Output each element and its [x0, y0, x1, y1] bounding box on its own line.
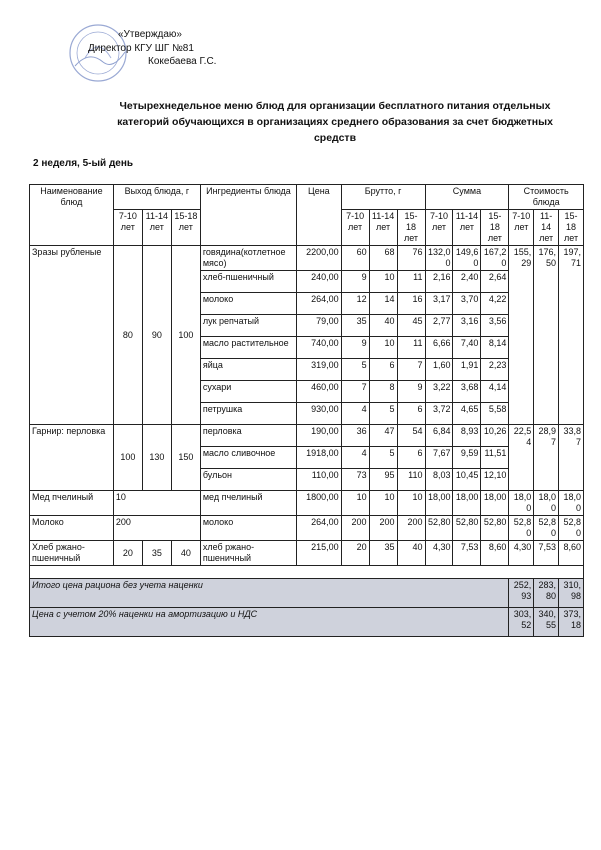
ingredient-price: 215,00	[297, 541, 342, 566]
ingredient-sum: 10,26	[481, 425, 509, 447]
menu-body	[30, 246, 584, 566]
ingredient-price: 240,00	[297, 271, 342, 293]
total-row	[30, 579, 584, 608]
ingredient-sum: 9,59	[453, 447, 481, 469]
ingredient-sum: 3,16	[453, 315, 481, 337]
ingredient-sum: 11,51	[481, 447, 509, 469]
total-value: 303,52	[509, 608, 534, 637]
ingredient-name: перловка	[200, 425, 296, 447]
ingredient-sum: 149,60	[453, 246, 481, 271]
ingredient-name: молоко	[200, 516, 296, 541]
dish-cost: 8,60	[559, 541, 584, 566]
dish-yield: 100	[171, 246, 200, 425]
ingredient-name: масло растительное	[200, 337, 296, 359]
dish-yield: 35	[142, 541, 171, 566]
ingredient-gross: 10	[397, 491, 425, 516]
total-label: Итого цена рациона без учета наценки	[30, 579, 509, 608]
ingredient-name: хлеб-пшеничный	[200, 271, 296, 293]
ingredient-name: хлеб ржано-пшеничный	[200, 541, 296, 566]
header-ingredients: Ингредиенты блюда	[200, 185, 296, 246]
ingredient-gross: 16	[397, 293, 425, 315]
header-age: 7-10 лет	[425, 210, 453, 246]
ingredient-gross: 9	[341, 337, 369, 359]
total-value: 310,98	[559, 579, 584, 608]
dish-cost: 33,87	[559, 425, 584, 491]
header-age: 11-14 лет	[534, 210, 559, 246]
total-value: 252,93	[509, 579, 534, 608]
ingredient-sum: 167,20	[481, 246, 509, 271]
dish-cost: 4,30	[509, 541, 534, 566]
ingredient-gross: 10	[369, 491, 397, 516]
ingredient-price: 2200,00	[297, 246, 342, 271]
ingredient-sum: 3,17	[425, 293, 453, 315]
ingredient-sum: 10,45	[453, 469, 481, 491]
ingredient-gross: 110	[397, 469, 425, 491]
ingredient-gross: 8	[369, 381, 397, 403]
ingredient-price: 264,00	[297, 516, 342, 541]
ingredient-sum: 8,03	[425, 469, 453, 491]
ingredient-gross: 5	[369, 447, 397, 469]
dish-ingredient-row	[30, 541, 584, 566]
ingredient-sum: 4,22	[481, 293, 509, 315]
ingredient-gross: 40	[397, 541, 425, 566]
ingredient-name: бульон	[200, 469, 296, 491]
ingredient-sum: 12,10	[481, 469, 509, 491]
ingredient-gross: 20	[341, 541, 369, 566]
ingredient-price: 740,00	[297, 337, 342, 359]
ingredient-sum: 2,77	[425, 315, 453, 337]
ingredient-sum: 4,65	[453, 403, 481, 425]
ingredient-gross: 95	[369, 469, 397, 491]
header-age: 7-10 лет	[113, 210, 142, 246]
ingredient-gross: 5	[341, 359, 369, 381]
ingredient-gross: 6	[369, 359, 397, 381]
approval-line-1: «Утверждаю»	[118, 29, 182, 40]
ingredient-price: 79,00	[297, 315, 342, 337]
ingredient-sum: 4,14	[481, 381, 509, 403]
ingredient-gross: 6	[397, 403, 425, 425]
ingredient-gross: 54	[397, 425, 425, 447]
header-age: 7-10 лет	[509, 210, 534, 246]
dish-yield: 100	[113, 425, 142, 491]
ingredient-gross: 4	[341, 403, 369, 425]
header-age: 11-14 лет	[453, 210, 481, 246]
dish-cost: 52,80	[534, 516, 559, 541]
ingredient-price: 460,00	[297, 381, 342, 403]
ingredient-price: 190,00	[297, 425, 342, 447]
ingredient-gross: 36	[341, 425, 369, 447]
ingredient-gross: 200	[369, 516, 397, 541]
dish-yield: 20	[113, 541, 142, 566]
ingredient-sum: 6,84	[425, 425, 453, 447]
dish-yield: 80	[113, 246, 142, 425]
dish-name: Хлеб ржано-пшеничный	[30, 541, 114, 566]
document-title: Четырехнедельное меню блюд для организации бесплатного питания отдельных категорий обучающихся в организациях среднего образования за счет бюджетных средств	[117, 100, 553, 144]
ingredient-name: масло сливочное	[200, 447, 296, 469]
ingredient-sum: 52,80	[481, 516, 509, 541]
header-age: 15-18 лет	[171, 210, 200, 246]
ingredient-name: петрушка	[200, 403, 296, 425]
ingredient-price: 1918,00	[297, 447, 342, 469]
header-gross: Брутто, г	[341, 185, 425, 210]
week-day-label: 2 неделя, 5-ый день	[33, 158, 134, 169]
dish-cost: 52,80	[559, 516, 584, 541]
ingredient-gross: 7	[341, 381, 369, 403]
ingredient-gross: 5	[369, 403, 397, 425]
dish-name: Молоко	[30, 516, 114, 541]
ingredient-gross: 200	[397, 516, 425, 541]
ingredient-gross: 60	[341, 246, 369, 271]
dish-cost: 7,53	[534, 541, 559, 566]
ingredient-gross: 14	[369, 293, 397, 315]
ingredient-sum: 2,64	[481, 271, 509, 293]
ingredient-gross: 47	[369, 425, 397, 447]
dish-yield: 40	[171, 541, 200, 566]
dish-cost: 18,00	[534, 491, 559, 516]
ingredient-sum: 7,53	[453, 541, 481, 566]
header-age: 15-18 лет	[481, 210, 509, 246]
ingredient-gross: 68	[369, 246, 397, 271]
ingredient-gross: 73	[341, 469, 369, 491]
ingredient-sum: 2,40	[453, 271, 481, 293]
header-row	[30, 185, 584, 210]
totals-body	[30, 566, 584, 637]
ingredient-gross: 7	[397, 359, 425, 381]
ingredient-gross: 4	[341, 447, 369, 469]
dish-cost: 28,97	[534, 425, 559, 491]
ingredient-sum: 7,40	[453, 337, 481, 359]
total-value: 283,80	[534, 579, 559, 608]
ingredient-sum: 8,14	[481, 337, 509, 359]
dish-cost: 18,00	[509, 491, 534, 516]
dish-cost: 176,50	[534, 246, 559, 425]
ingredient-sum: 18,00	[453, 491, 481, 516]
ingredient-sum: 18,00	[481, 491, 509, 516]
total-label: Цена с учетом 20% наценки на амортизацию и НДС	[30, 608, 509, 637]
header-price: Цена	[297, 185, 342, 246]
header-cost: Стоимость блюда	[509, 185, 584, 210]
ingredient-gross: 10	[369, 271, 397, 293]
ingredient-sum: 5,58	[481, 403, 509, 425]
ingredient-sum: 3,22	[425, 381, 453, 403]
header-age: 11-14 лет	[142, 210, 171, 246]
approval-block	[88, 28, 216, 69]
ingredient-sum: 7,67	[425, 447, 453, 469]
ingredient-gross: 11	[397, 337, 425, 359]
ingredient-gross: 12	[341, 293, 369, 315]
total-value: 373,18	[559, 608, 584, 637]
total-value: 340,55	[534, 608, 559, 637]
ingredient-sum: 3,56	[481, 315, 509, 337]
ingredient-sum: 3,68	[453, 381, 481, 403]
ingredient-gross: 45	[397, 315, 425, 337]
ingredient-sum: 3,70	[453, 293, 481, 315]
ingredient-name: молоко	[200, 293, 296, 315]
dish-cost: 155,29	[509, 246, 534, 425]
dish-yield: 200	[113, 516, 200, 541]
ingredient-sum: 52,80	[453, 516, 481, 541]
ingredient-price: 1800,00	[297, 491, 342, 516]
header-age: 7-10 лет	[341, 210, 369, 246]
ingredient-price: 110,00	[297, 469, 342, 491]
ingredient-gross: 35	[369, 541, 397, 566]
approval-line-2: Директор КГУ ШГ №81	[88, 42, 194, 54]
header-yield: Выход блюда, г	[113, 185, 200, 210]
dish-ingredient-row	[30, 491, 584, 516]
total-row	[30, 608, 584, 637]
ingredient-price: 319,00	[297, 359, 342, 381]
ingredient-sum: 132,00	[425, 246, 453, 271]
dish-name: Мед пчелиный	[30, 491, 114, 516]
approval-line-3: Кокебаева Г.С.	[148, 56, 217, 67]
ingredient-price: 930,00	[297, 403, 342, 425]
ingredient-sum: 4,30	[425, 541, 453, 566]
dish-yield: 10	[113, 491, 200, 516]
spacer-cell	[30, 566, 584, 579]
ingredient-gross: 35	[341, 315, 369, 337]
header-age: 11-14 лет	[369, 210, 397, 246]
ingredient-name: лук репчатый	[200, 315, 296, 337]
dish-cost: 22,54	[509, 425, 534, 491]
ingredient-gross: 40	[369, 315, 397, 337]
dish-cost: 52,80	[509, 516, 534, 541]
ingredient-sum: 2,16	[425, 271, 453, 293]
ingredient-gross: 6	[397, 447, 425, 469]
dish-ingredient-row	[30, 425, 584, 447]
ingredient-gross: 10	[341, 491, 369, 516]
header-dish: Наименование блюд	[30, 185, 114, 246]
dish-name: Гарнир: перловка	[30, 425, 114, 491]
dish-ingredient-row	[30, 246, 584, 271]
ingredient-gross: 10	[369, 337, 397, 359]
ingredient-price: 264,00	[297, 293, 342, 315]
ingredient-gross: 200	[341, 516, 369, 541]
spacer-row	[30, 566, 584, 579]
dish-yield: 130	[142, 425, 171, 491]
ingredient-gross: 9	[341, 271, 369, 293]
ingredient-sum: 8,60	[481, 541, 509, 566]
ingredient-sum: 1,60	[425, 359, 453, 381]
ingredient-name: сухари	[200, 381, 296, 403]
ingredient-name: мед пчелиный	[200, 491, 296, 516]
ingredient-gross: 11	[397, 271, 425, 293]
ingredient-sum: 52,80	[425, 516, 453, 541]
dish-ingredient-row	[30, 516, 584, 541]
dish-cost: 197,71	[559, 246, 584, 425]
dish-yield: 90	[142, 246, 171, 425]
dish-yield: 150	[171, 425, 200, 491]
dish-cost: 18,00	[559, 491, 584, 516]
ingredient-sum: 6,66	[425, 337, 453, 359]
ingredient-name: говядина(котлетное мясо)	[200, 246, 296, 271]
ingredient-sum: 3,72	[425, 403, 453, 425]
ingredient-sum: 18,00	[425, 491, 453, 516]
ingredient-gross: 76	[397, 246, 425, 271]
header-age: 15-18 лет	[397, 210, 425, 246]
ingredient-name: яйца	[200, 359, 296, 381]
ingredient-gross: 9	[397, 381, 425, 403]
dish-name: Зразы рубленые	[30, 246, 114, 425]
header-age: 15-18 лет	[559, 210, 584, 246]
ingredient-sum: 8,93	[453, 425, 481, 447]
header-sum: Сумма	[425, 185, 509, 210]
ingredient-sum: 1,91	[453, 359, 481, 381]
menu-table	[29, 184, 584, 637]
ingredient-sum: 2,23	[481, 359, 509, 381]
